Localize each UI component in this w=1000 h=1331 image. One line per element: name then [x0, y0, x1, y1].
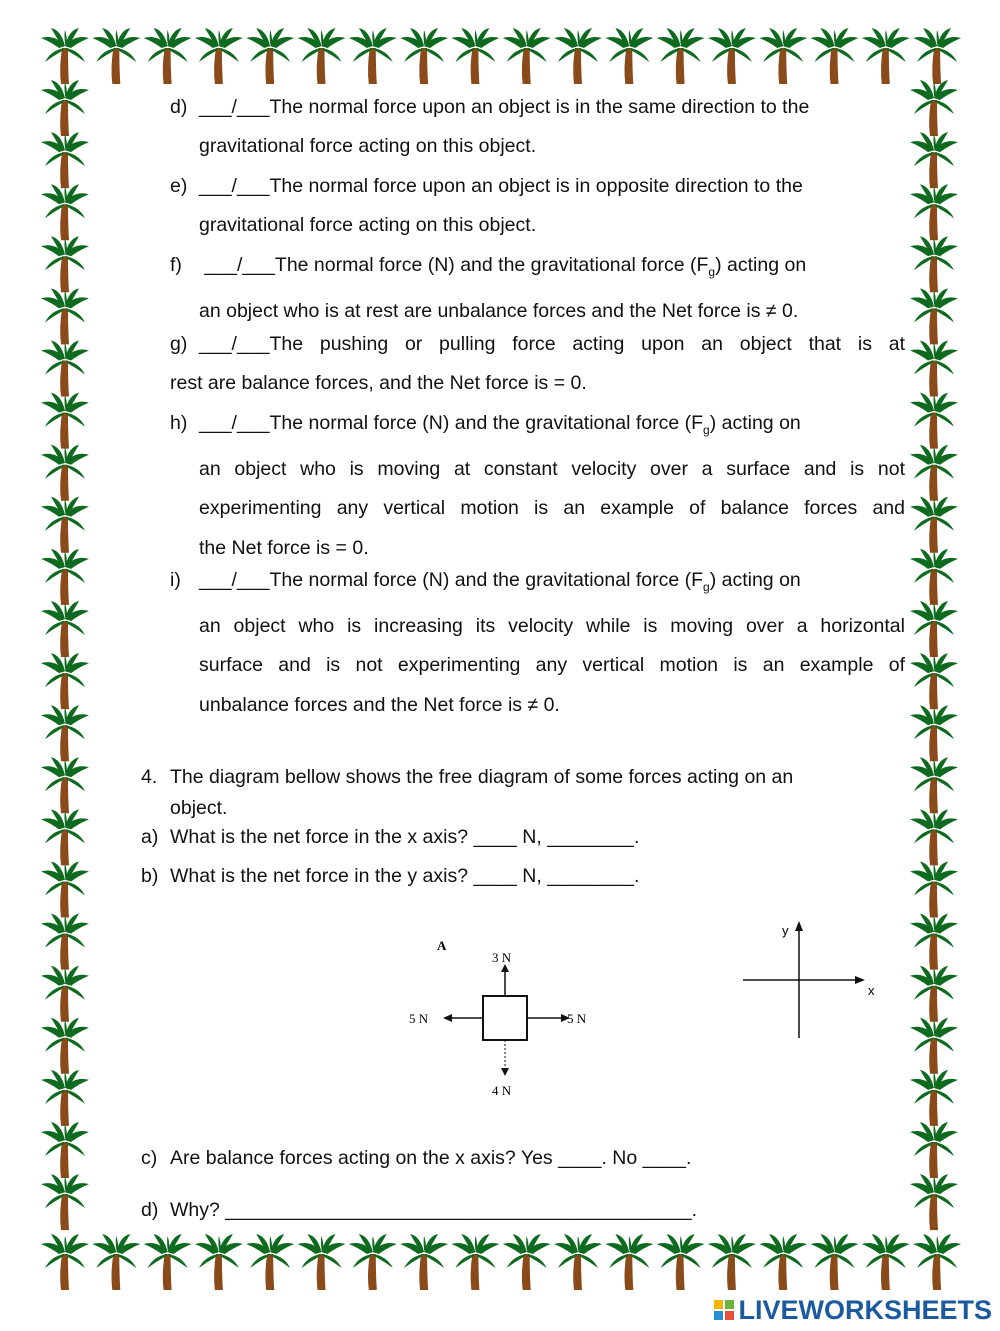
section-4-intro — [141, 762, 911, 824]
palm-tree-icon — [910, 445, 958, 501]
question-text: Why? ___________________________________________. — [170, 1199, 698, 1221]
palm-tree-icon — [910, 288, 958, 344]
palm-tree-icon — [910, 132, 958, 188]
free-body-diagram — [395, 930, 615, 1105]
question-text: What is the net force in the x axis? ____ N, ________. — [170, 826, 640, 848]
palm-tree-icon — [41, 1018, 89, 1074]
palm-tree-icon — [246, 28, 294, 84]
question-i — [170, 561, 905, 725]
question-label: i) — [170, 569, 181, 591]
y-axis-label: y — [782, 923, 789, 938]
question-4a — [141, 822, 911, 853]
palm-tree-icon — [246, 1234, 294, 1290]
palm-tree-icon — [910, 1122, 958, 1178]
question-line: gravitational force acting on this object. — [199, 214, 537, 237]
palm-tree-icon — [451, 1234, 499, 1290]
palm-tree-icon — [910, 1070, 958, 1126]
palm-tree-icon — [41, 288, 89, 344]
question-4d — [141, 1195, 911, 1226]
question-label: a) — [141, 826, 159, 848]
question-line: an object who is increasing its velocity while is moving over a horizontal — [199, 615, 905, 638]
question-line: unbalance forces and the Net force is ≠ 0. — [199, 693, 560, 716]
palm-tree-icon — [41, 80, 89, 136]
question-g — [170, 325, 905, 404]
question-line: ___/___The pushing or pulling force acting upon an object that is at — [199, 333, 905, 355]
question-line: surface and is not experimenting any vertical motion is an example of — [199, 654, 905, 677]
palm-tree-icon — [41, 601, 89, 657]
palm-tree-icon — [195, 1234, 243, 1290]
palm-tree-icon — [195, 28, 243, 84]
palm-tree-icon — [910, 341, 958, 397]
question-label: d) — [170, 96, 188, 118]
palm-tree-icon — [41, 497, 89, 553]
palm-tree-icon — [41, 341, 89, 397]
question-line: ___/___The normal force upon an object is in opposite direction to the — [199, 175, 803, 197]
question-label: b) — [141, 865, 159, 887]
palm-tree-icon — [298, 28, 346, 84]
palm-tree-icon — [41, 1174, 89, 1230]
question-line: the Net force is = 0. — [199, 536, 369, 559]
question-line: ___/___The normal force (N) and the gravitational force $(F_g)$ acting on — [199, 254, 807, 279]
question-e — [170, 167, 905, 246]
palm-tree-icon — [913, 28, 961, 84]
question-label: g) — [170, 333, 188, 355]
question-f — [170, 246, 905, 331]
palm-tree-icon — [503, 28, 551, 84]
palm-tree-icon — [92, 1234, 140, 1290]
palm-tree-icon — [41, 862, 89, 918]
logo-text: LIVEWORKSHEETS — [738, 1294, 992, 1325]
question-line: experimenting any vertical motion is an example of balance forces and — [199, 497, 905, 520]
question-4c — [141, 1143, 911, 1174]
palm-tree-icon — [605, 1234, 653, 1290]
question-line: an object who is at rest are unbalance forces and the Net force is ≠ 0. — [199, 300, 799, 323]
palm-tree-icon — [41, 653, 89, 709]
palm-tree-icon — [41, 184, 89, 240]
palm-tree-icon — [605, 28, 653, 84]
palm-tree-icon — [41, 966, 89, 1022]
palm-tree-icon — [298, 1234, 346, 1290]
palm-tree-icon — [759, 1234, 807, 1290]
palm-tree-icon — [41, 1234, 89, 1290]
palm-tree-icon — [41, 236, 89, 292]
up-force-label: 3 N — [492, 950, 512, 965]
question-line: ___/___The normal force (N) and the gravitational force $(F_g)$ acting on — [199, 412, 801, 437]
question-label: d) — [141, 1199, 159, 1221]
palm-tree-icon — [910, 1174, 958, 1230]
palm-tree-icon — [554, 1234, 602, 1290]
palm-tree-icon — [910, 1018, 958, 1074]
x-axis-label: x — [868, 983, 875, 998]
palm-tree-icon — [41, 1122, 89, 1178]
palm-tree-icon — [349, 28, 397, 84]
palm-tree-icon — [910, 601, 958, 657]
palm-tree-icon — [910, 497, 958, 553]
palm-tree-icon — [400, 28, 448, 84]
palm-tree-icon — [554, 28, 602, 84]
palm-tree-icon — [910, 80, 958, 136]
palm-tree-icon — [657, 1234, 705, 1290]
palm-tree-icon — [41, 445, 89, 501]
palm-tree-icon — [41, 132, 89, 188]
palm-tree-icon — [657, 28, 705, 84]
object-box — [483, 996, 527, 1040]
left-force-label: 5 N — [409, 1011, 429, 1026]
question-line: ___/___The normal force (N) and the gravitational force $(F_g)$ acting on — [199, 569, 801, 594]
palm-tree-icon — [41, 705, 89, 761]
palm-tree-icon — [41, 1070, 89, 1126]
palm-tree-icon — [910, 966, 958, 1022]
palm-tree-icon — [400, 1234, 448, 1290]
palm-tree-icon — [759, 28, 807, 84]
palm-tree-icon — [811, 1234, 859, 1290]
palm-tree-icon — [910, 653, 958, 709]
palm-tree-icon — [41, 809, 89, 865]
liveworksheets-logo — [714, 1295, 992, 1325]
question-label: h) — [170, 412, 188, 434]
diagram-label: A — [437, 938, 447, 953]
section-intro-line: object. — [170, 797, 228, 819]
palm-tree-icon — [862, 1234, 910, 1290]
section-number: 4. — [141, 766, 158, 788]
palm-tree-icon — [144, 1234, 192, 1290]
coordinate-axes — [735, 915, 895, 1045]
palm-tree-icon — [910, 393, 958, 449]
right-force-label: 5 N — [567, 1011, 587, 1026]
palm-tree-icon — [910, 809, 958, 865]
question-d — [170, 88, 905, 167]
palm-tree-icon — [811, 28, 859, 84]
palm-tree-icon — [910, 184, 958, 240]
palm-tree-icon — [862, 28, 910, 84]
palm-tree-icon — [708, 28, 756, 84]
question-label: e) — [170, 175, 188, 197]
palm-tree-icon — [349, 1234, 397, 1290]
down-force-label: 4 N — [492, 1083, 512, 1098]
palm-tree-icon — [41, 914, 89, 970]
palm-tree-icon — [92, 28, 140, 84]
question-4b — [141, 861, 911, 892]
question-line: ___/___The normal force upon an object is in the same direction to the — [199, 96, 810, 118]
palm-tree-icon — [41, 28, 89, 84]
palm-tree-icon — [910, 757, 958, 813]
question-label: f) — [170, 254, 182, 276]
question-line: an object who is moving at constant velocity over a surface and is not — [199, 458, 905, 481]
question-line: gravitational force acting on this object. — [199, 135, 537, 158]
palm-tree-icon — [451, 28, 499, 84]
section-intro-line: The diagram bellow shows the free diagram of some forces acting on an — [170, 766, 794, 788]
palm-tree-icon — [910, 705, 958, 761]
palm-tree-icon — [144, 28, 192, 84]
logo-squares-icon — [714, 1300, 734, 1320]
palm-tree-icon — [708, 1234, 756, 1290]
palm-tree-icon — [910, 914, 958, 970]
palm-tree-icon — [503, 1234, 551, 1290]
question-h — [170, 404, 905, 568]
question-line: rest are balance forces, and the Net force is = 0. — [170, 372, 587, 395]
palm-tree-icon — [41, 549, 89, 605]
palm-tree-icon — [910, 862, 958, 918]
question-text: Are balance forces acting on the x axis? Yes ____. No ____. — [170, 1147, 692, 1169]
palm-tree-icon — [913, 1234, 961, 1290]
question-text: What is the net force in the y axis? ____ N, ________. — [170, 865, 640, 887]
palm-tree-icon — [910, 549, 958, 605]
palm-tree-icon — [41, 393, 89, 449]
palm-tree-icon — [41, 757, 89, 813]
question-label: c) — [141, 1147, 158, 1169]
palm-tree-icon — [910, 236, 958, 292]
